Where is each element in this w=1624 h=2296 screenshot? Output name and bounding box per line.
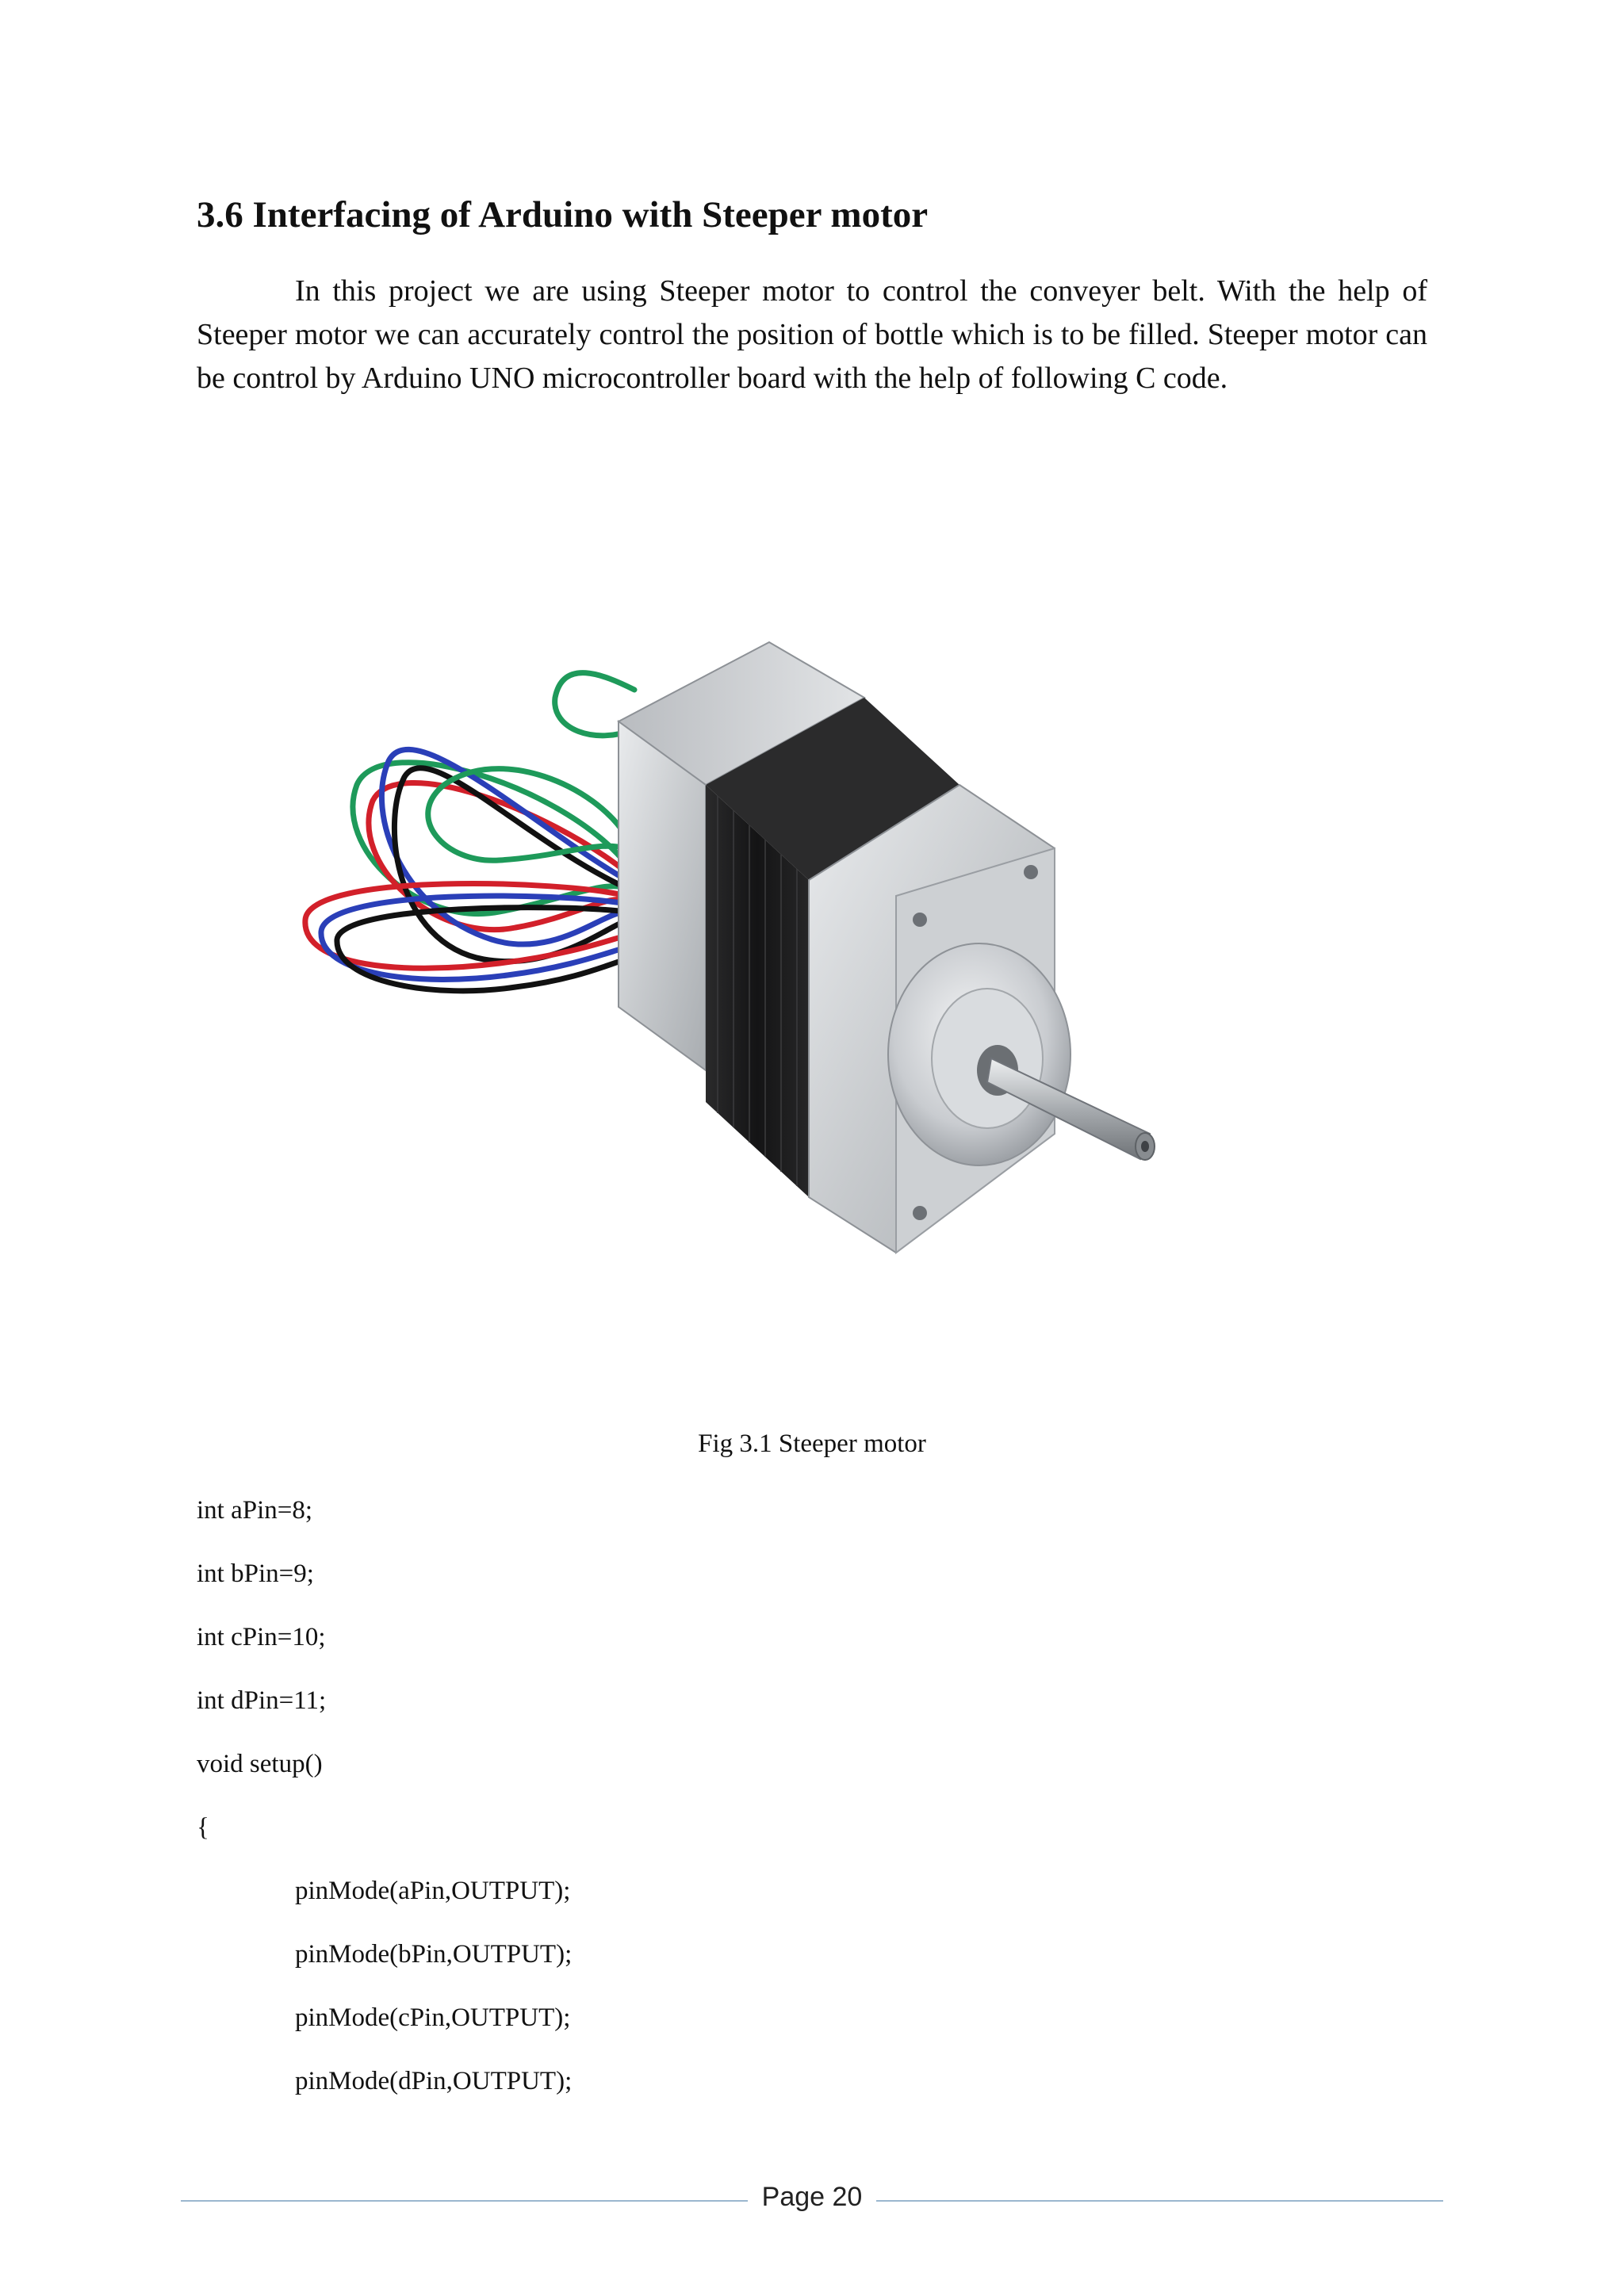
motor-wires (305, 673, 634, 991)
code-line: pinMode(cPin,OUTPUT); (295, 2003, 571, 2032)
page-footer (181, 2182, 1443, 2218)
stepper-motor-image (262, 626, 1293, 1292)
code-line: pinMode(dPin,OUTPUT); (295, 2067, 573, 2095)
stepper-motor-figure (262, 626, 1293, 1292)
intro-paragraph: In this project we are using Steeper motor to control the conveyer belt. With the help of Steeper motor we can accurately control the position of bottle which is to be filled. Steeper motor can be control by Arduino UNO microcontroller board with the help of following C code. (197, 274, 1427, 395)
motor-body (619, 642, 1155, 1253)
code-line: int cPin=10; (197, 1623, 326, 1651)
code-line: pinMode(bPin,OUTPUT); (295, 1940, 573, 1969)
code-line: int bPin=9; (197, 1559, 314, 1588)
page-number: Page 20 (761, 2182, 863, 2212)
figure-caption: Fig 3.1 Steeper motor (698, 1429, 926, 1458)
code-line: { (197, 1813, 209, 1842)
code-line: int dPin=11; (197, 1686, 327, 1715)
code-line: int aPin=8; (197, 1496, 313, 1525)
wire (394, 768, 626, 962)
code-listing (197, 1490, 572, 2125)
code-line: pinMode(aPin,OUTPUT); (295, 1877, 571, 1905)
footer-rule-right (876, 2200, 1443, 2202)
code-line: void setup() (197, 1750, 323, 1778)
section-heading: 3.6 Interfacing of Arduino with Steeper motor (197, 194, 929, 235)
